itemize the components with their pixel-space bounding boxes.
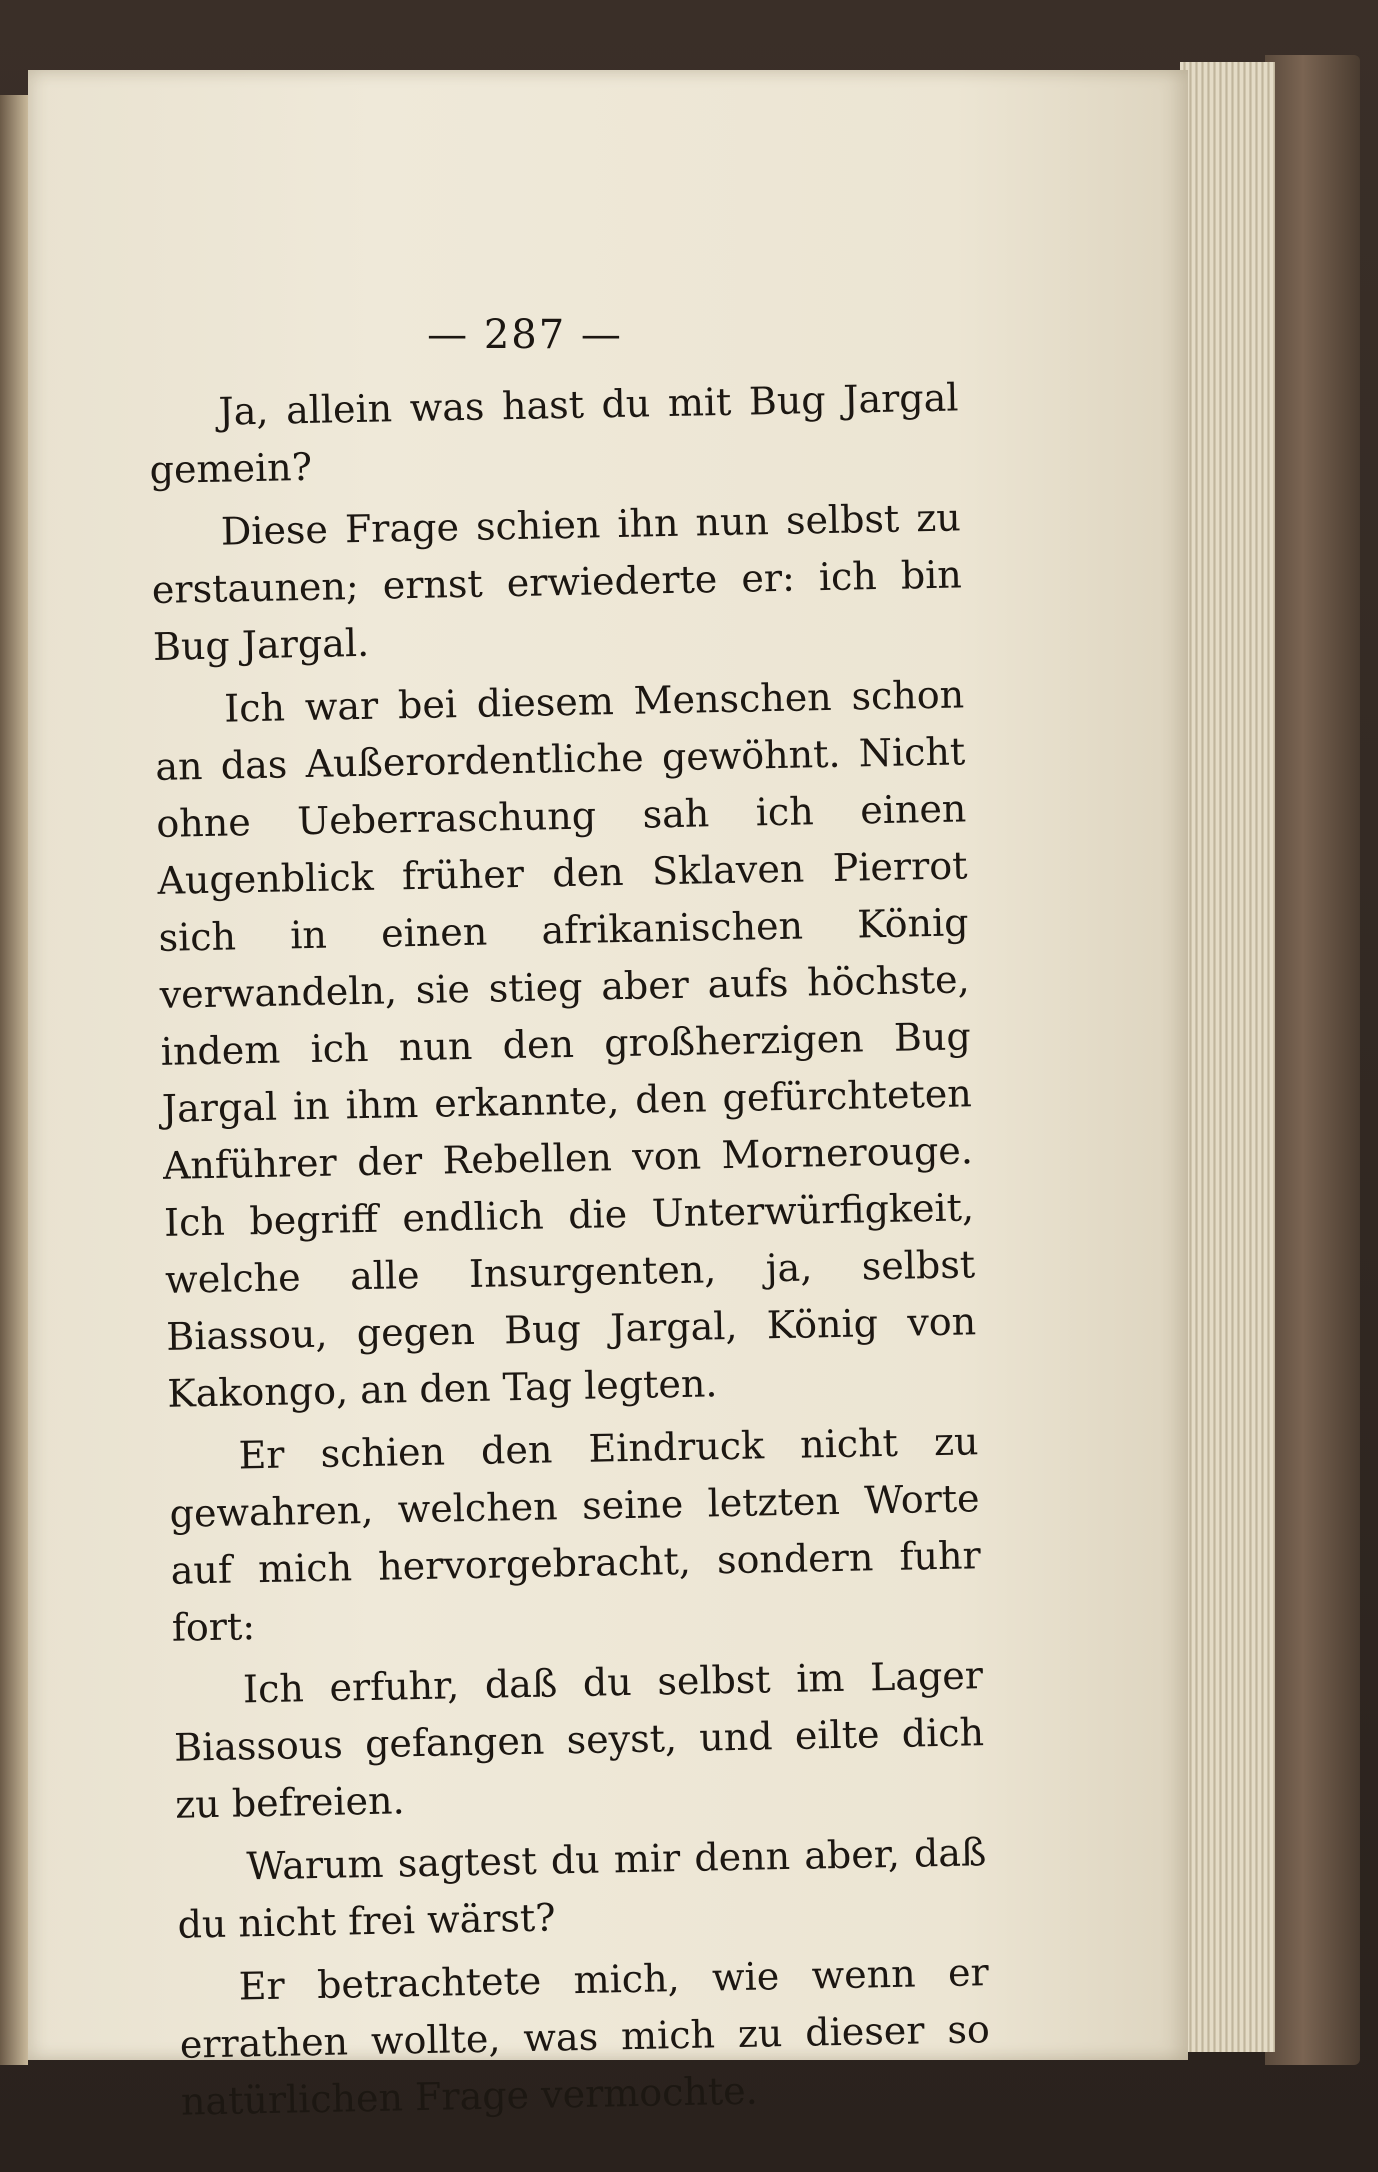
page-stack-edge <box>1180 62 1275 2052</box>
paragraph: Er betrachtete mich, wie wenn er errathen wollte, was mich zu dieser so natürlichen Frage vermochte. <box>179 1950 991 2124</box>
paragraph: Ich war bei diesem Menschen schon an das Außerordentliche gewöhnt. Nicht ohne Ueberraschung sah ich einen Augenblick früher den Sklaven Pierrot sich in einen afrikanischen König verwandeln, sie stieg aber aufs höchste, indem ich nun den großherzigen Bug Jargal in ihm erkannte, den gefürchteten Anführer der Rebellen von Mornerouge. Ich begriff endlich die Unterwürfigkeit, welche alle Insurgenten, ja, selbst Biassou, gegen Bug Jargal, König von Kakongo, an den Tag legten. <box>154 672 977 1416</box>
paragraph: Ja, allein was hast du mit Bug Jargal gemein? <box>149 375 959 492</box>
page-text <box>148 369 991 2136</box>
paragraph: Warum sagtest du mir denn aber, daß du nicht frei wärst? <box>177 1830 987 1947</box>
page-number: — 287 — <box>427 312 623 358</box>
paragraph: Diese Frage schien ihn nun selbst zu erstaunen; ernst erwiederte er: ich bin Bug Jargal. <box>151 495 963 669</box>
paragraph: Er schien den Eindruck nicht zu gewahren, welchen seine letzten Worte auf mich hervorgebracht, sondern fuhr fort: <box>169 1419 982 1650</box>
paragraph: Ich erfuhr, daß du selbst im Lager Biassous gefangen seyst, und eilte dich zu befreien. <box>173 1653 985 1827</box>
book-cover-edge <box>1265 55 1360 2065</box>
left-page-edge <box>0 95 28 2065</box>
